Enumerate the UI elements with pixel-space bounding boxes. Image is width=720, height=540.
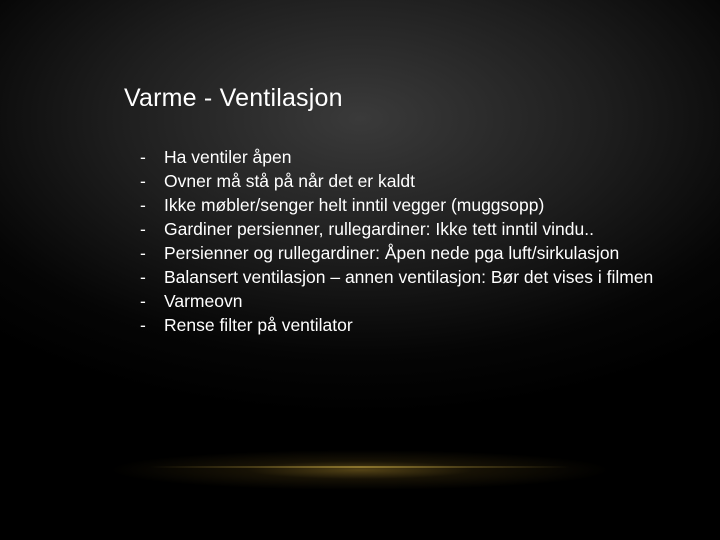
bullet-item [140, 145, 720, 169]
bullet-text: Persienner og rullegardiner: Åpen nede pga luft/sirkulasjon [164, 243, 620, 263]
slide-title: Varme - Ventilasjon [124, 84, 343, 112]
bullet-text: Ha ventiler åpen [164, 147, 292, 167]
bullet-marker: - [140, 267, 146, 287]
bullet-text: Varmeovn [164, 291, 243, 311]
bullet-item [140, 313, 720, 337]
bullet-item [140, 217, 720, 241]
bullet-marker: - [140, 147, 146, 167]
bullet-marker: - [140, 195, 146, 215]
bullet-item [140, 169, 720, 193]
bullet-marker: - [140, 219, 146, 239]
bullet-list [140, 145, 720, 337]
bullet-text: Ikke møbler/senger helt inntil vegger (muggsopp) [164, 195, 545, 215]
bullet-marker: - [140, 315, 146, 335]
bullet-marker: - [140, 171, 146, 191]
bullet-item [140, 289, 720, 313]
bullet-item [140, 265, 720, 289]
bullet-item [140, 193, 720, 217]
bullet-text: Gardiner persienner, rullegardiner: Ikke tett inntil vindu.. [164, 219, 594, 239]
bullet-marker: - [140, 291, 146, 311]
bullet-text: Balansert ventilasjon – annen ventilasjon: Bør det vises i filmen [164, 267, 654, 287]
bullet-item [140, 241, 720, 265]
bottom-glow-line-decoration [150, 466, 570, 468]
bottom-glow-decoration [110, 450, 610, 490]
bullet-marker: - [140, 243, 146, 263]
bullet-text: Rense filter på ventilator [164, 315, 353, 335]
bullet-text: Ovner må stå på når det er kaldt [164, 171, 415, 191]
